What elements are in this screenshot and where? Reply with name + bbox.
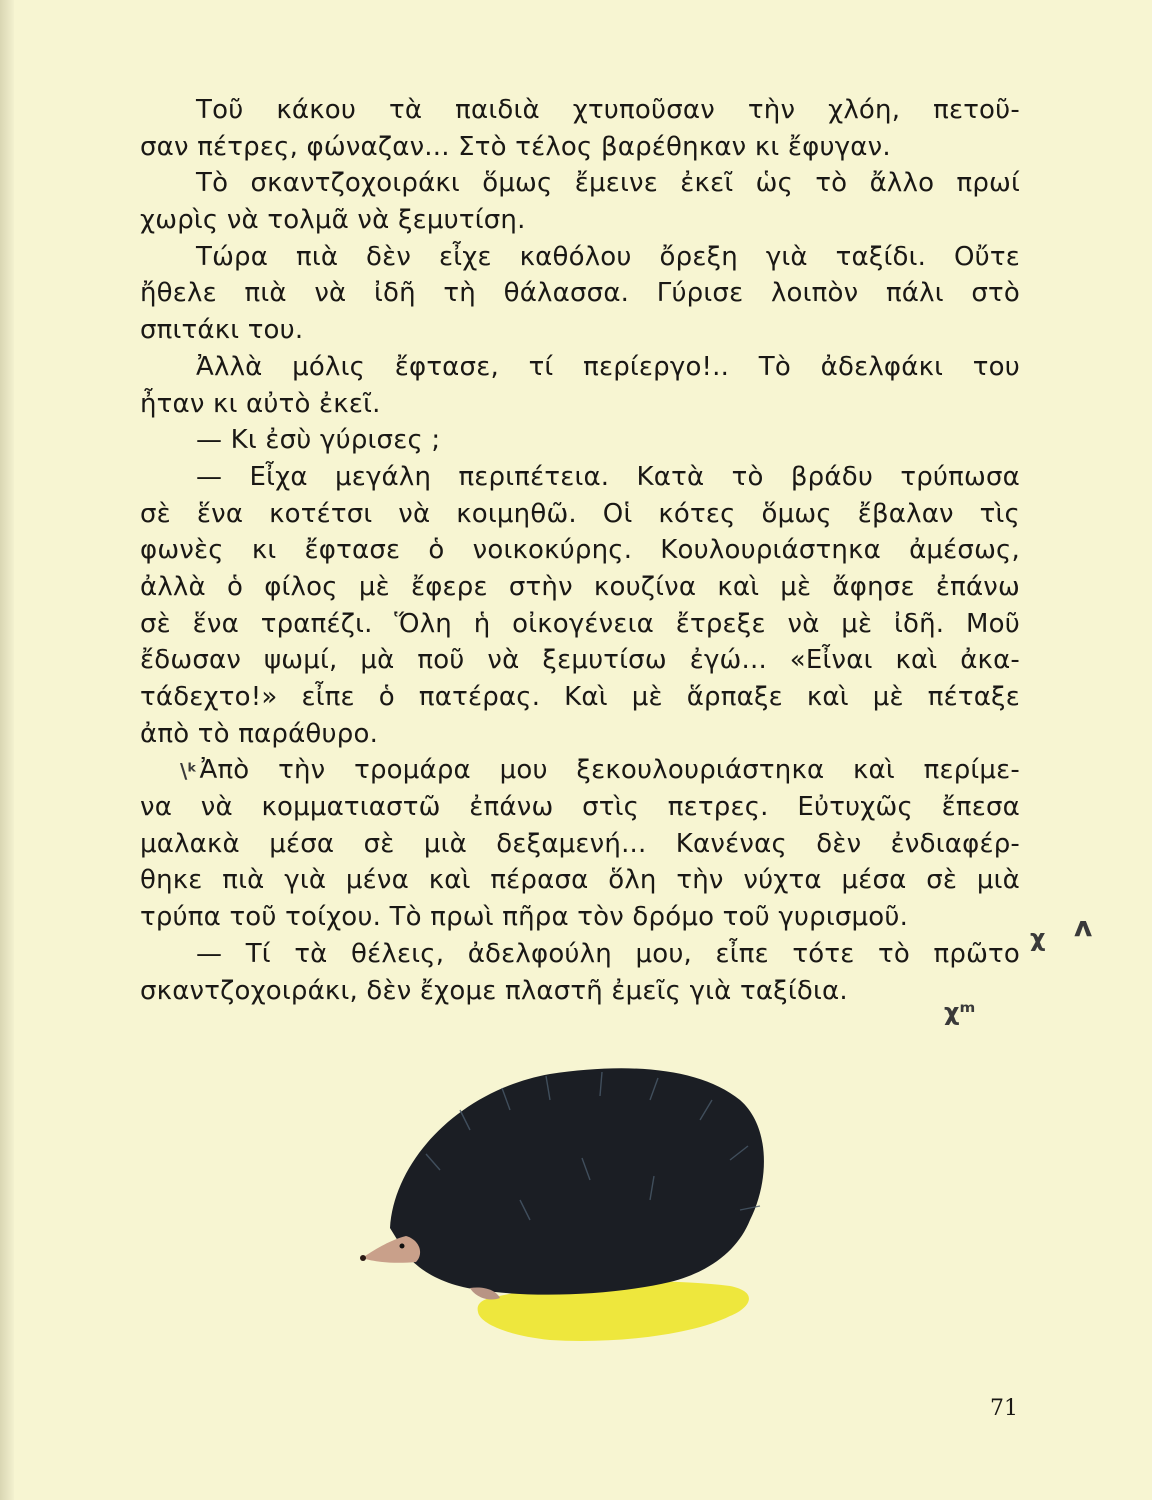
text-line: ἀπὸ τὸ παράθυρο. xyxy=(140,718,379,749)
text-line: ἤθελε πιὰ νὰ ἰδῆ τὴ θάλασσα. Γύρισε λοιπὸν πάλι στὸ xyxy=(140,278,1020,309)
page-number: 71 xyxy=(990,1396,1018,1421)
page-binding-edge xyxy=(0,0,14,1500)
text-line: ἀλλὰ ὁ φίλος μὲ ἔφερε στὴν κουζίνα καὶ μὲ ἄφησε ἐπάνω xyxy=(140,571,1020,602)
hedgehog-eye xyxy=(400,1244,405,1249)
text-line: σὲ ἕνα τραπέζι. Ὅλη ἡ οἰκογένεια ἔτρεξε νὰ μὲ ἰδῆ. Μοῦ xyxy=(140,608,1020,639)
text-line: ἔδωσαν ψωμί, μὰ ποῦ νὰ ξεμυτίσω ἐγώ... «Εἶναι καὶ ἀκα- xyxy=(140,645,1020,676)
text-line: Ἀλλὰ μόλις ἔφτασε, τί περίεργο!.. Τὸ ἀδελφάκι του xyxy=(196,351,1020,382)
text-line: Τοῦ κάκου τὰ παιδιὰ χτυποῦσαν τὴν χλόη, πετοῦ- xyxy=(196,95,1020,125)
text-line: να νὰ κομματιαστῶ ἐπάνω στὶς πετρες. Εὐτυχῶς ἔπεσα xyxy=(140,792,1020,823)
handwritten-mark: χᵐ xyxy=(944,998,976,1026)
text-line: θηκε πιὰ γιὰ μένα καὶ πέρασα ὅλη τὴν νύχτα μέσα σὲ μιὰ xyxy=(140,865,1020,896)
text-line: σκαντζοχοιράκι, δὲν ἔχομε πλαστῆ ἐμεῖς γιὰ ταξίδια. xyxy=(140,975,848,1006)
text-line: Τὸ σκαντζοχοιράκι ὅμως ἔμεινε ἐκεῖ ὡς τὸ ἄλλο πρωί xyxy=(196,168,1020,199)
hedgehog-illustration xyxy=(350,1040,820,1360)
hedgehog-body xyxy=(390,1068,764,1294)
text-line: χωρὶς νὰ τολμᾶ νὰ ξεμυτίση. xyxy=(140,205,526,236)
dialogue-line: — Εἶχα μεγάλη περιπέτεια. Κατὰ τὸ βράδυ τρύπωσα xyxy=(196,461,1020,492)
text-line: Τώρα πιὰ δὲν εἶχε καθόλου ὄρεξη γιὰ ταξίδι. Οὔτε xyxy=(196,241,1020,272)
hedgehog-nose xyxy=(360,1255,366,1261)
story-text xyxy=(140,92,1020,1009)
text-line: σπιτάκι του. xyxy=(140,315,304,346)
dialogue-line: — Κι ἐσὺ γύρισες ; xyxy=(196,425,441,456)
text-line: τρύπα τοῦ τοίχου. Τὸ πρωὶ πῆρα τὸν δρόμο τοῦ γυρισμοῦ. xyxy=(140,902,909,933)
handwritten-mark: ᴧ xyxy=(1074,910,1093,943)
text-line: φωνὲς κι ἔφτασε ὁ νοικοκύρης. Κουλουριάστηκα ἀμέσως, xyxy=(140,535,1020,566)
text-line: ἦταν κι αὐτὸ ἐκεῖ. xyxy=(140,388,381,419)
text-line: μαλακὰ μέσα σὲ μιὰ δεξαμενή... Κανένας δὲν ἐνδιαφέρ- xyxy=(140,828,1020,859)
handwritten-mark: χ xyxy=(1030,924,1046,952)
text-line-with-margin-mark xyxy=(140,752,1020,789)
hedgehog-snout xyxy=(362,1236,420,1263)
dialogue-line: — Τί τὰ θέλεις, ἀδελφούλη μου, εἶπε τότε τὸ πρῶτο xyxy=(196,938,1020,969)
text-line: σὲ ἕνα κοτέτσι νὰ κοιμηθῶ. Οἱ κότες ὅμως ἔβαλαν τὶς xyxy=(140,498,1020,529)
text-line: σαν πέτρες, φώναζαν... Στὸ τέλος βαρέθηκαν κι ἔφυγαν. xyxy=(140,131,891,162)
text-line: Ἀπὸ τὴν τρομάρα μου ξεκουλουριάστηκα καὶ περίμε- xyxy=(199,755,1020,786)
text-line: τάδεχτο!» εἶπε ὁ πατέρας. Καὶ μὲ ἅρπαξε καὶ μὲ πέταξε xyxy=(140,682,1020,712)
handwritten-margin-mark: \ᵏ xyxy=(180,759,198,784)
